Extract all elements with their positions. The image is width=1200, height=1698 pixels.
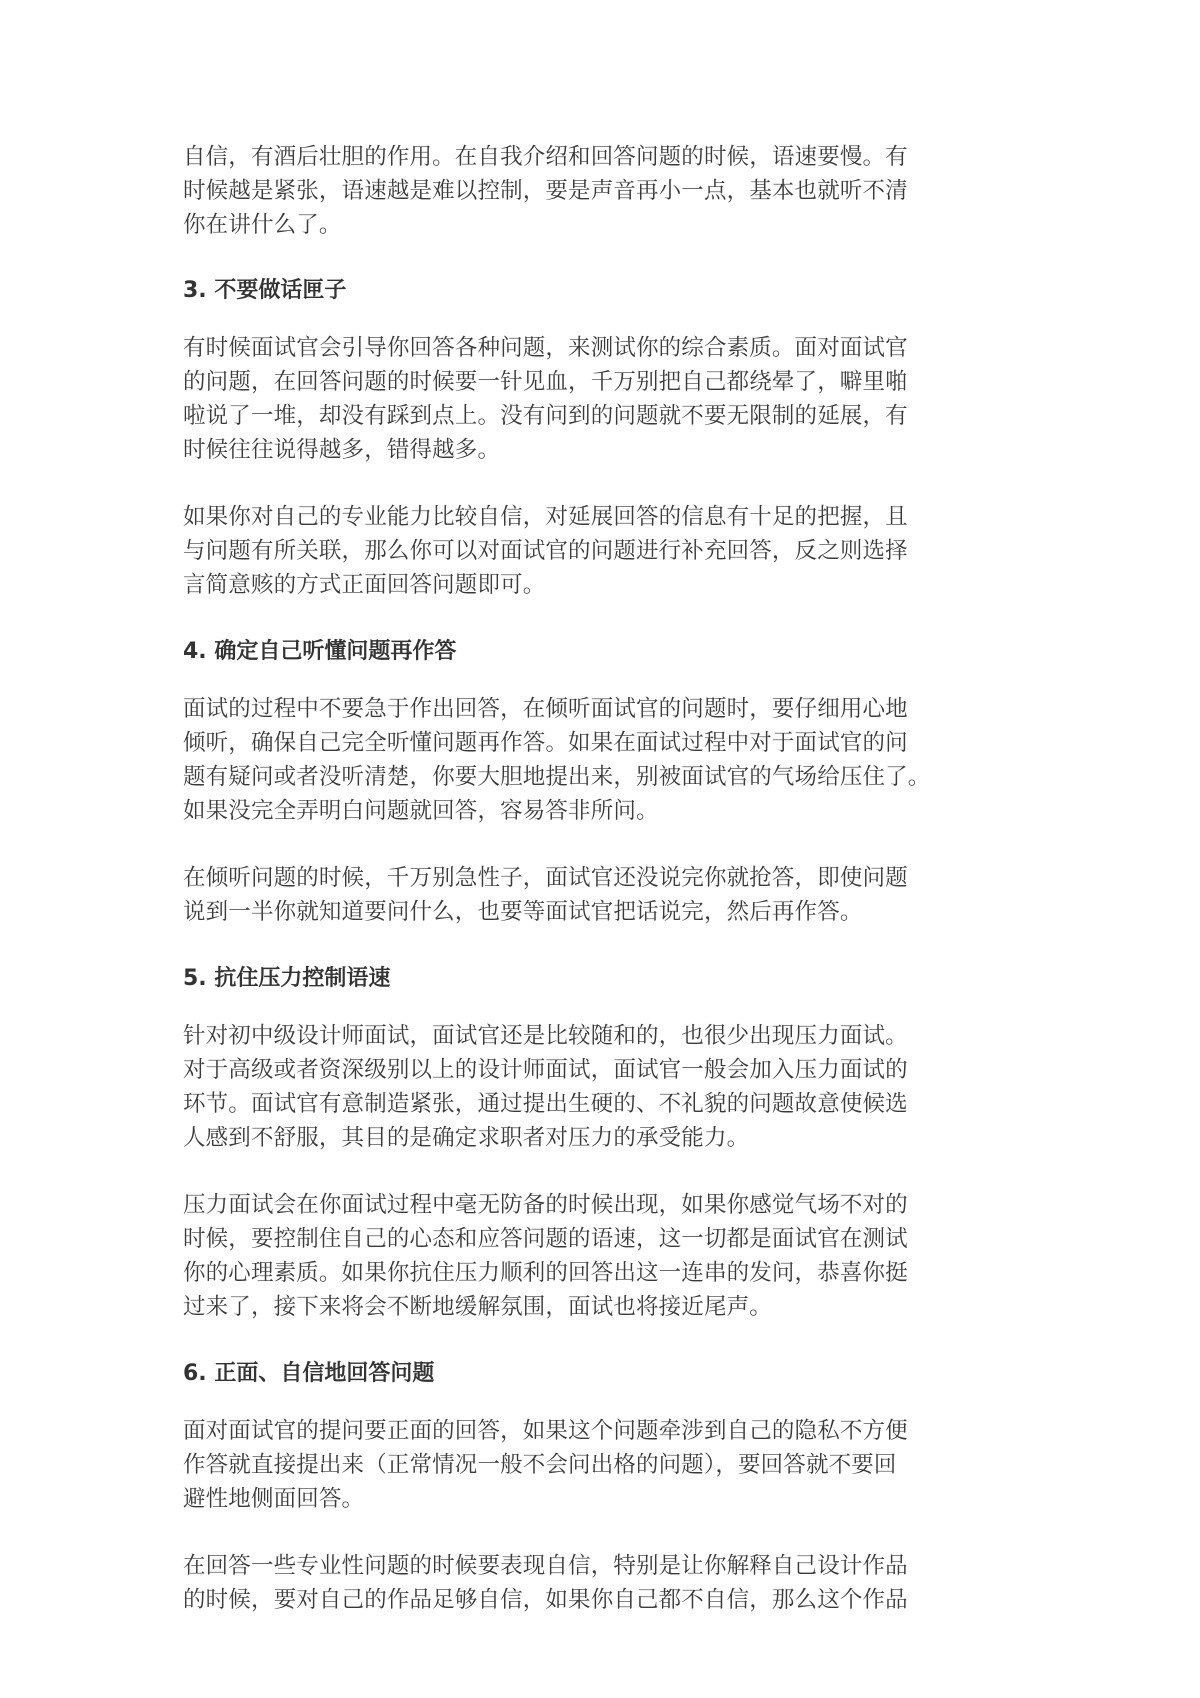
text-line: 人感到不舒服，其目的是确定求职者对压力的承受能力。 [183, 1125, 750, 1151]
text-line: 时候越是紧张，语速越是难以控制，要是声音再小一点，基本也就听不清 [183, 178, 908, 204]
text-line: 如果你对自己的专业能力比较自信，对延展回答的信息有十足的把握，且 [183, 504, 908, 530]
text-line: 面对面试官的提问要正面的回答，如果这个问题牵涉到自己的隐私不方便 [183, 1418, 908, 1444]
text-line: 压力面试会在你面试过程中毫无防备的时候出现，如果你感觉气场不对的 [183, 1192, 908, 1218]
text-line: 过来了，接下来将会不断地缓解氛围，面试也将接近尾声。 [183, 1294, 772, 1320]
paragraph-answer-directly [183, 1414, 1043, 1516]
text-line: 有时候面试官会引导你回答各种问题，来测试你的综合素质。面对面试官 [183, 335, 908, 361]
paragraph-pressure-interview [183, 1019, 1043, 1155]
paragraph-listen-carefully [183, 692, 1043, 828]
text-line: 时候往往说得越多，错得越多。 [183, 437, 501, 463]
paragraph-confidence-speed [183, 140, 1043, 242]
text-line: 与问题有所关联，那么你可以对面试官的问题进行补充回答，反之则选择 [183, 538, 908, 564]
text-line: 的问题，在回答问题的时候要一针见血，千万别把自己都绕晕了，噼里啪 [183, 369, 908, 395]
text-line: 时候，要控制住自己的心态和应答问题的语速，这一切都是面试官在测试 [183, 1226, 908, 1252]
text-line: 针对初中级设计师面试，面试官还是比较随和的，也很少出现压力面试。 [183, 1023, 908, 1049]
text-line: 对于高级或者资深级别以上的设计师面试，面试官一般会加入压力面试的 [183, 1057, 908, 1083]
paragraph-dont-rush [183, 861, 1043, 929]
text-line: 说到一半你就知道要问什么，也要等面试官把话说完，然后再作答。 [183, 899, 863, 925]
text-line: 作答就直接提出来（正常情况一般不会问出格的问题），要回答就不要回 [183, 1452, 897, 1478]
text-line: 你在讲什么了。 [183, 212, 342, 238]
section-heading-6: 6. 正面、自信地回答问题 [183, 1361, 435, 1386]
section-heading-3: 3. 不要做话匣子 [183, 278, 347, 303]
paragraph-pressure-response [183, 1188, 1043, 1324]
text-line: 倾听，确保自己完全听懂问题再作答。如果在面试过程中对于面试官的问 [183, 730, 908, 756]
text-line: 题有疑问或者没听清楚，你要大胆地提出来，别被面试官的气场给压住了。 [183, 764, 931, 790]
text-line: 避性地侧面回答。 [183, 1486, 365, 1512]
text-line: 面试的过程中不要急于作出回答，在倾听面试官的问题时，要仔细用心地 [183, 696, 908, 722]
text-line: 在回答一些专业性问题的时候要表现自信，特别是让你解释自己设计作品 [183, 1553, 908, 1579]
paragraph-supplementary-answer [183, 500, 1043, 602]
text-line: 环节。面试官有意制造紧张，通过提出生硬的、不礼貌的问题故意使候选 [183, 1091, 908, 1117]
paragraph-show-confidence [183, 1549, 1043, 1617]
section-heading-5: 5. 抗住压力控制语速 [183, 966, 391, 991]
text-line: 在倾听问题的时候，千万别急性子，面试官还没说完你就抢答，即使问题 [183, 865, 908, 891]
document-page [183, 140, 1043, 1617]
section-heading-4: 4. 确定自己听懂问题再作答 [183, 639, 457, 664]
text-line: 如果没完全弄明白问题就回答，容易答非所问。 [183, 798, 659, 824]
text-line: 的时候，要对自己的作品足够自信，如果你自己都不自信，那么这个作品 [183, 1587, 908, 1613]
text-line: 你的心理素质。如果你抗住压力顺利的回答出这一连串的发问，恭喜你挺 [183, 1260, 908, 1286]
text-line: 啦说了一堆，却没有踩到点上。没有问到的问题就不要无限制的延展，有 [183, 403, 908, 429]
paragraph-no-chatterbox [183, 331, 1043, 467]
text-line: 言简意赅的方式正面回答问题即可。 [183, 572, 546, 598]
text-line: 自信，有酒后壮胆的作用。在自我介绍和回答问题的时候，语速要慢。有 [183, 144, 908, 170]
